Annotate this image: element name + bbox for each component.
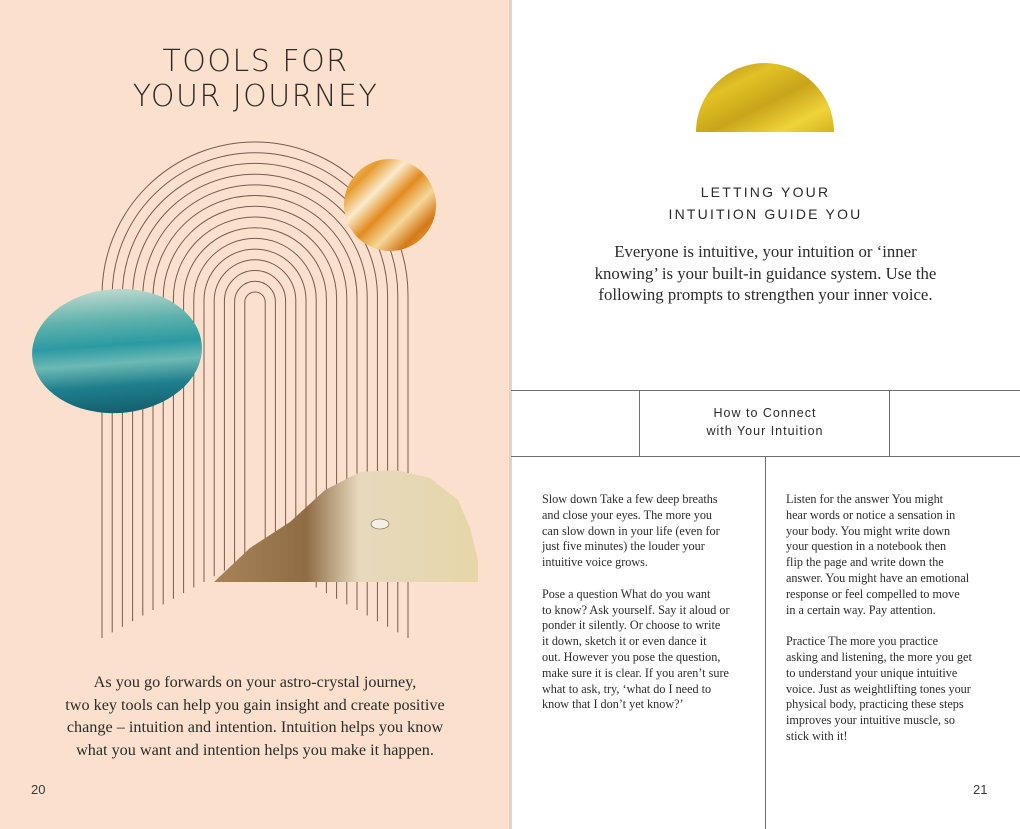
citrine-shape [696,63,834,132]
citrine-half-circle-image [696,62,836,134]
column-line: answer. You might have an emotional [786,570,970,585]
arch-line [235,281,276,565]
column-line: out. However you pose the question, [542,649,721,664]
agate-stone-image [344,159,436,251]
column-line: voice. Just as weightlifting tones your [786,681,971,696]
table-rule-top [511,390,1020,391]
column-line: Listen for the answer You might [786,492,944,506]
column-line: just five minutes) the louder your [542,539,705,554]
page-title-line-2: YOUR JOURNEY [132,79,379,114]
column-line: Practice The more you practice [786,634,939,649]
column-line: what to ask, try, ‘what do I need to [542,681,712,696]
paragraph-gap [786,618,972,634]
column-line: asking and listening, the more you get [786,649,972,664]
body-line: what you want and intention helps you make it happen. [76,740,434,759]
page-number-left: 20 [31,782,46,797]
column-line: make sure it is clear. If you aren’t sure [542,665,729,680]
intro-text [511,241,1020,306]
column-line: Pose a question What do you want [542,586,711,601]
body-line: As you go forwards on your astro-crystal journey, [93,673,417,691]
column-line: in a certain way. Pay attention. [786,602,936,617]
page-number-right: 21 [973,782,988,797]
prompts-column-1 [542,492,730,713]
arch-line [245,292,265,560]
column-line: stick with it! [786,728,848,743]
prompts-column-2 [786,492,972,745]
column-line: and close your eyes. The more you [542,507,713,522]
section-title-line-1: LETTING YOUR [700,184,831,200]
intro-line: Everyone is intuitive, your intuition or ‘inner [614,242,917,261]
intro-line: knowing’ is your built-in guidance system. Use the [594,263,937,283]
column-line: can slow down in your life (even for [542,523,720,538]
column-line: response or feel compelled to move [786,586,960,601]
column-line: ponder it silently. Or choose to write [542,618,721,633]
teal-stone-image [28,283,206,419]
intro-line: following prompts to strengthen your inner voice. [598,285,933,304]
body-line: two key tools can help you gain insight and create positive [65,695,445,714]
paragraph-gap [542,571,730,587]
page-title-line-1: TOOLS FOR [162,44,349,79]
column-line: flip the page and write down the [786,555,944,570]
box-title [640,404,890,440]
column-line: physical body, practicing these steps [786,697,964,712]
column-line: improves your intuitive muscle, so [786,713,955,728]
column-line: hear words or notice a sensation in [786,507,956,522]
column-line: Slow down Take a few deep breaths [542,492,718,506]
column-line: to understand your unique intuitive [786,665,958,680]
column-line: your question in a notebook then [786,539,947,554]
arch-line [224,271,285,571]
column-line: it down, sketch it or even dance it [542,634,707,649]
column-line: intuitive voice grows. [542,555,648,570]
rock-crystal-image [214,470,478,582]
box-title-line: How to Connect [713,406,817,420]
column-line: know that I don’t yet know?’ [542,697,684,712]
column-line: your body. You might write down [786,523,951,538]
arch-illustration [0,0,511,660]
column-line: to know? Ask yourself. Say it aloud or [542,602,730,617]
box-title-line: with Your Intuition [706,424,824,438]
column-divider [765,456,766,829]
body-line: change – intuition and intention. Intuition helps you know [66,718,444,736]
left-body-text [30,671,480,761]
rock-crystal-highlight [371,519,389,529]
section-title-line-2: INTUITION GUIDE YOU [668,206,863,222]
